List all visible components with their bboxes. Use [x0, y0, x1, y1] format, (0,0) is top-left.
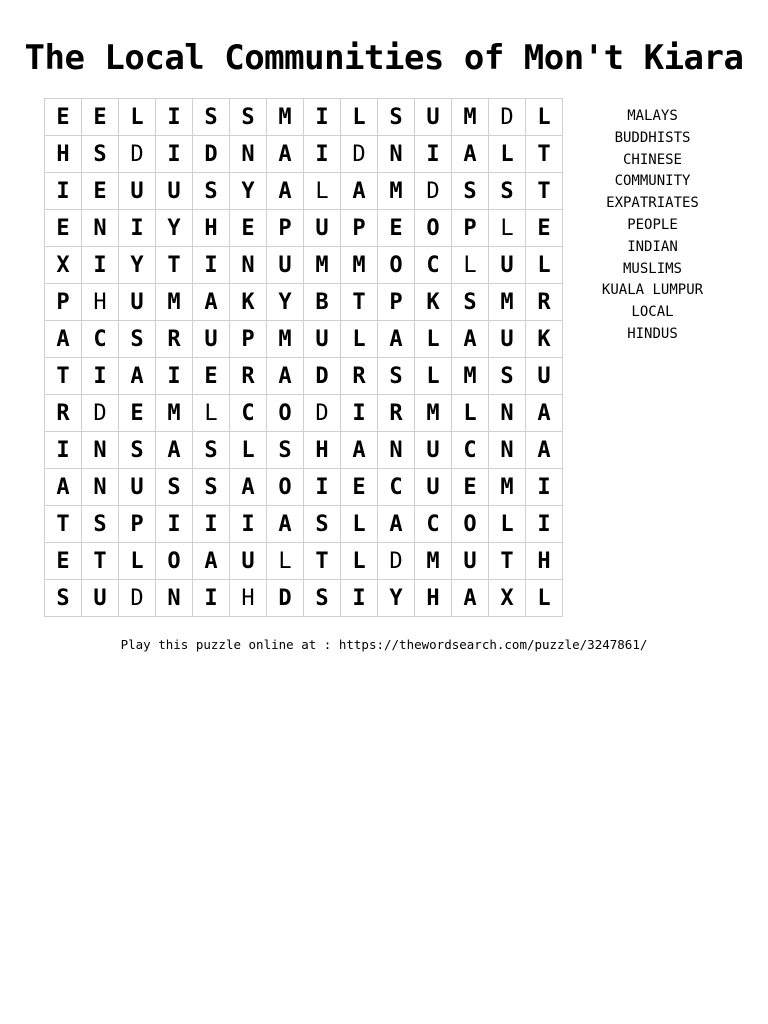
grid-cell: L [230, 432, 267, 469]
grid-cell: A [193, 543, 230, 580]
grid-cell: K [415, 284, 452, 321]
grid-cell: T [304, 543, 341, 580]
grid-cell: T [82, 543, 119, 580]
grid-cell: H [526, 543, 563, 580]
grid-cell: D [415, 173, 452, 210]
grid-cell: U [415, 99, 452, 136]
word-list-item: PEOPLE [627, 216, 678, 233]
grid-cell: U [156, 173, 193, 210]
grid-cell: L [341, 99, 378, 136]
grid-cell: M [267, 321, 304, 358]
word-list-item: MALAYS [627, 108, 678, 124]
grid-cell: I [304, 136, 341, 173]
grid-row [45, 321, 563, 358]
grid-cell: S [304, 580, 341, 617]
puzzle-title: The Local Communities of Mon't Kiara [24, 38, 744, 78]
grid-cell: S [230, 99, 267, 136]
grid-cell: S [45, 580, 82, 617]
grid-cell: M [452, 358, 489, 395]
grid-cell: P [45, 284, 82, 321]
grid-cell: E [378, 210, 415, 247]
grid-cell: T [526, 136, 563, 173]
grid-cell: O [415, 210, 452, 247]
grid-cell: M [304, 247, 341, 284]
grid-cell: S [489, 358, 526, 395]
grid-cell: Y [378, 580, 415, 617]
grid-cell: E [230, 210, 267, 247]
grid-cell: K [526, 321, 563, 358]
grid-row [45, 99, 563, 136]
grid-cell: C [378, 469, 415, 506]
grid-cell: P [452, 210, 489, 247]
grid-cell: S [489, 173, 526, 210]
grid-row [45, 247, 563, 284]
grid-cell: S [193, 432, 230, 469]
grid-cell: I [82, 358, 119, 395]
grid-row [45, 136, 563, 173]
grid-cell: P [341, 210, 378, 247]
grid-cell: I [341, 395, 378, 432]
grid-cell: I [156, 136, 193, 173]
grid-cell: M [267, 99, 304, 136]
grid-cell: D [119, 136, 156, 173]
word-list-item: COMMUNITY [614, 173, 691, 190]
grid-cell: M [378, 173, 415, 210]
grid-cell: I [45, 173, 82, 210]
grid-cell: L [304, 173, 341, 210]
grid-cell: A [45, 321, 82, 358]
grid-cell: N [230, 247, 267, 284]
grid-cell: Y [119, 247, 156, 284]
grid-cell: P [378, 284, 415, 321]
grid-cell: C [230, 395, 267, 432]
grid-cell: L [267, 543, 304, 580]
grid-cell: I [304, 469, 341, 506]
grid-cell: I [156, 99, 193, 136]
grid-cell: S [378, 358, 415, 395]
grid-cell: E [45, 543, 82, 580]
grid-cell: P [119, 506, 156, 543]
letter-grid [44, 98, 563, 617]
word-list-item: INDIAN [627, 238, 678, 255]
grid-cell: U [119, 284, 156, 321]
grid-row [45, 284, 563, 321]
grid-cell: U [526, 358, 563, 395]
grid-cell: U [415, 432, 452, 469]
grid-cell: H [230, 580, 267, 617]
grid-cell: L [341, 543, 378, 580]
grid-cell: N [82, 210, 119, 247]
grid-cell: Y [230, 173, 267, 210]
word-list-item: EXPATRIATES [606, 195, 699, 212]
grid-cell: M [156, 395, 193, 432]
grid-cell: A [452, 321, 489, 358]
grid-cell: H [82, 284, 119, 321]
grid-cell: S [119, 432, 156, 469]
grid-cell: R [341, 358, 378, 395]
grid-row [45, 580, 563, 617]
grid-cell: N [156, 580, 193, 617]
grid-cell: U [267, 247, 304, 284]
grid-cell: S [304, 506, 341, 543]
grid-cell: S [119, 321, 156, 358]
grid-cell: L [415, 358, 452, 395]
grid-cell: O [452, 506, 489, 543]
grid-cell: O [156, 543, 193, 580]
word-list-item: HINDUS [627, 325, 678, 342]
grid-cell: D [489, 99, 526, 136]
grid-cell: S [82, 136, 119, 173]
grid-cell: R [378, 395, 415, 432]
grid-cell: I [193, 506, 230, 543]
grid-cell: L [119, 99, 156, 136]
grid-cell: U [415, 469, 452, 506]
grid-cell: D [341, 136, 378, 173]
grid-cell: I [304, 99, 341, 136]
grid-cell: C [82, 321, 119, 358]
grid-cell: S [452, 284, 489, 321]
grid-cell: U [82, 580, 119, 617]
grid-cell: L [526, 99, 563, 136]
grid-cell: R [230, 358, 267, 395]
grid-cell: L [415, 321, 452, 358]
grid-cell: C [452, 432, 489, 469]
grid-cell: H [415, 580, 452, 617]
grid-cell: R [45, 395, 82, 432]
grid-cell: N [489, 432, 526, 469]
grid-cell: L [341, 321, 378, 358]
grid-cell: L [193, 395, 230, 432]
grid-cell: T [526, 173, 563, 210]
grid-cell: C [415, 506, 452, 543]
grid-cell: I [526, 469, 563, 506]
grid-cell: T [341, 284, 378, 321]
grid-cell: A [193, 284, 230, 321]
grid-cell: A [341, 432, 378, 469]
grid-cell: M [489, 469, 526, 506]
grid-cell: Y [267, 284, 304, 321]
grid-cell: N [378, 432, 415, 469]
grid-cell: A [267, 136, 304, 173]
grid-cell: D [193, 136, 230, 173]
grid-row [45, 506, 563, 543]
grid-cell: L [526, 580, 563, 617]
grid-cell: A [526, 432, 563, 469]
grid-cell: A [341, 173, 378, 210]
grid-cell: P [230, 321, 267, 358]
grid-cell: A [452, 136, 489, 173]
word-list-item: BUDDHISTS [614, 129, 691, 146]
grid-cell: O [378, 247, 415, 284]
grid-row [45, 469, 563, 506]
grid-cell: I [45, 432, 82, 469]
grid-cell: E [193, 358, 230, 395]
grid-cell: E [341, 469, 378, 506]
grid-cell: I [156, 358, 193, 395]
grid-cell: I [82, 247, 119, 284]
grid-cell: U [304, 210, 341, 247]
grid-cell: M [489, 284, 526, 321]
grid-cell: L [341, 506, 378, 543]
grid-cell: I [230, 506, 267, 543]
grid-cell: A [452, 580, 489, 617]
grid-cell: A [45, 469, 82, 506]
grid-cell: A [526, 395, 563, 432]
word-list [585, 106, 720, 346]
grid-cell: R [526, 284, 563, 321]
grid-cell: U [489, 321, 526, 358]
grid-cell: T [156, 247, 193, 284]
grid-row [45, 432, 563, 469]
grid-cell: L [526, 247, 563, 284]
grid-cell: D [119, 580, 156, 617]
grid-cell: N [82, 432, 119, 469]
grid-cell: S [452, 173, 489, 210]
play-online-link[interactable]: Play this puzzle online at : https://thewordsearch.com/puzzle/3247861/ [120, 637, 648, 652]
grid-cell: U [230, 543, 267, 580]
grid-cell: I [156, 506, 193, 543]
grid-cell: S [378, 99, 415, 136]
grid-cell: M [415, 395, 452, 432]
grid-cell: B [304, 284, 341, 321]
grid-cell: S [156, 469, 193, 506]
grid-cell: U [304, 321, 341, 358]
word-list-item: CHINESE [622, 151, 682, 168]
grid-cell: X [489, 580, 526, 617]
grid-cell: Y [156, 210, 193, 247]
grid-cell: T [489, 543, 526, 580]
grid-cell: E [82, 99, 119, 136]
grid-cell: X [45, 247, 82, 284]
grid-cell: U [119, 173, 156, 210]
grid-cell: S [82, 506, 119, 543]
grid-cell: M [415, 543, 452, 580]
grid-cell: M [156, 284, 193, 321]
grid-cell: S [193, 99, 230, 136]
grid-cell: A [267, 506, 304, 543]
grid-cell: L [452, 247, 489, 284]
grid-cell: S [193, 469, 230, 506]
grid-cell: N [230, 136, 267, 173]
grid-row [45, 395, 563, 432]
grid-cell: E [82, 173, 119, 210]
grid-cell: L [489, 136, 526, 173]
grid-row [45, 358, 563, 395]
grid-cell: I [341, 580, 378, 617]
grid-cell: E [119, 395, 156, 432]
grid-cell: C [415, 247, 452, 284]
grid-cell: E [526, 210, 563, 247]
grid-cell: U [193, 321, 230, 358]
grid-cell: D [82, 395, 119, 432]
grid-cell: H [304, 432, 341, 469]
word-list-item: MUSLIMS [622, 260, 682, 277]
grid-row [45, 210, 563, 247]
grid-cell: A [156, 432, 193, 469]
grid-cell: A [267, 173, 304, 210]
grid-cell: L [489, 210, 526, 247]
grid-cell: A [378, 506, 415, 543]
grid-cell: R [156, 321, 193, 358]
grid-cell: E [45, 210, 82, 247]
grid-cell: O [267, 395, 304, 432]
grid-cell: A [230, 469, 267, 506]
grid-cell: H [193, 210, 230, 247]
grid-cell: N [82, 469, 119, 506]
grid-cell: M [452, 99, 489, 136]
grid-cell: U [489, 247, 526, 284]
grid-cell: I [119, 210, 156, 247]
grid-cell: P [267, 210, 304, 247]
grid-cell: T [45, 358, 82, 395]
grid-cell: A [267, 358, 304, 395]
grid-cell: E [45, 99, 82, 136]
grid-cell: L [119, 543, 156, 580]
grid-cell: D [267, 580, 304, 617]
grid-cell: D [378, 543, 415, 580]
grid-cell: N [489, 395, 526, 432]
grid-cell: M [341, 247, 378, 284]
grid-cell: L [489, 506, 526, 543]
grid-cell: A [119, 358, 156, 395]
grid-cell: U [119, 469, 156, 506]
grid-cell: S [267, 432, 304, 469]
grid-cell: I [526, 506, 563, 543]
grid-cell: I [415, 136, 452, 173]
grid-row [45, 543, 563, 580]
word-list-item: LOCAL [631, 304, 674, 321]
grid-row [45, 173, 563, 210]
grid-cell: I [193, 580, 230, 617]
grid-cell: I [193, 247, 230, 284]
grid-cell: L [452, 395, 489, 432]
grid-cell: E [452, 469, 489, 506]
grid-cell: S [193, 173, 230, 210]
grid-cell: A [378, 321, 415, 358]
grid-cell: D [304, 395, 341, 432]
word-list-item: KUALA LUMPUR [601, 282, 704, 299]
grid-cell: T [45, 506, 82, 543]
grid-cell: U [452, 543, 489, 580]
grid-cell: O [267, 469, 304, 506]
grid-cell: N [378, 136, 415, 173]
grid-cell: H [45, 136, 82, 173]
grid-cell: K [230, 284, 267, 321]
grid-cell: D [304, 358, 341, 395]
